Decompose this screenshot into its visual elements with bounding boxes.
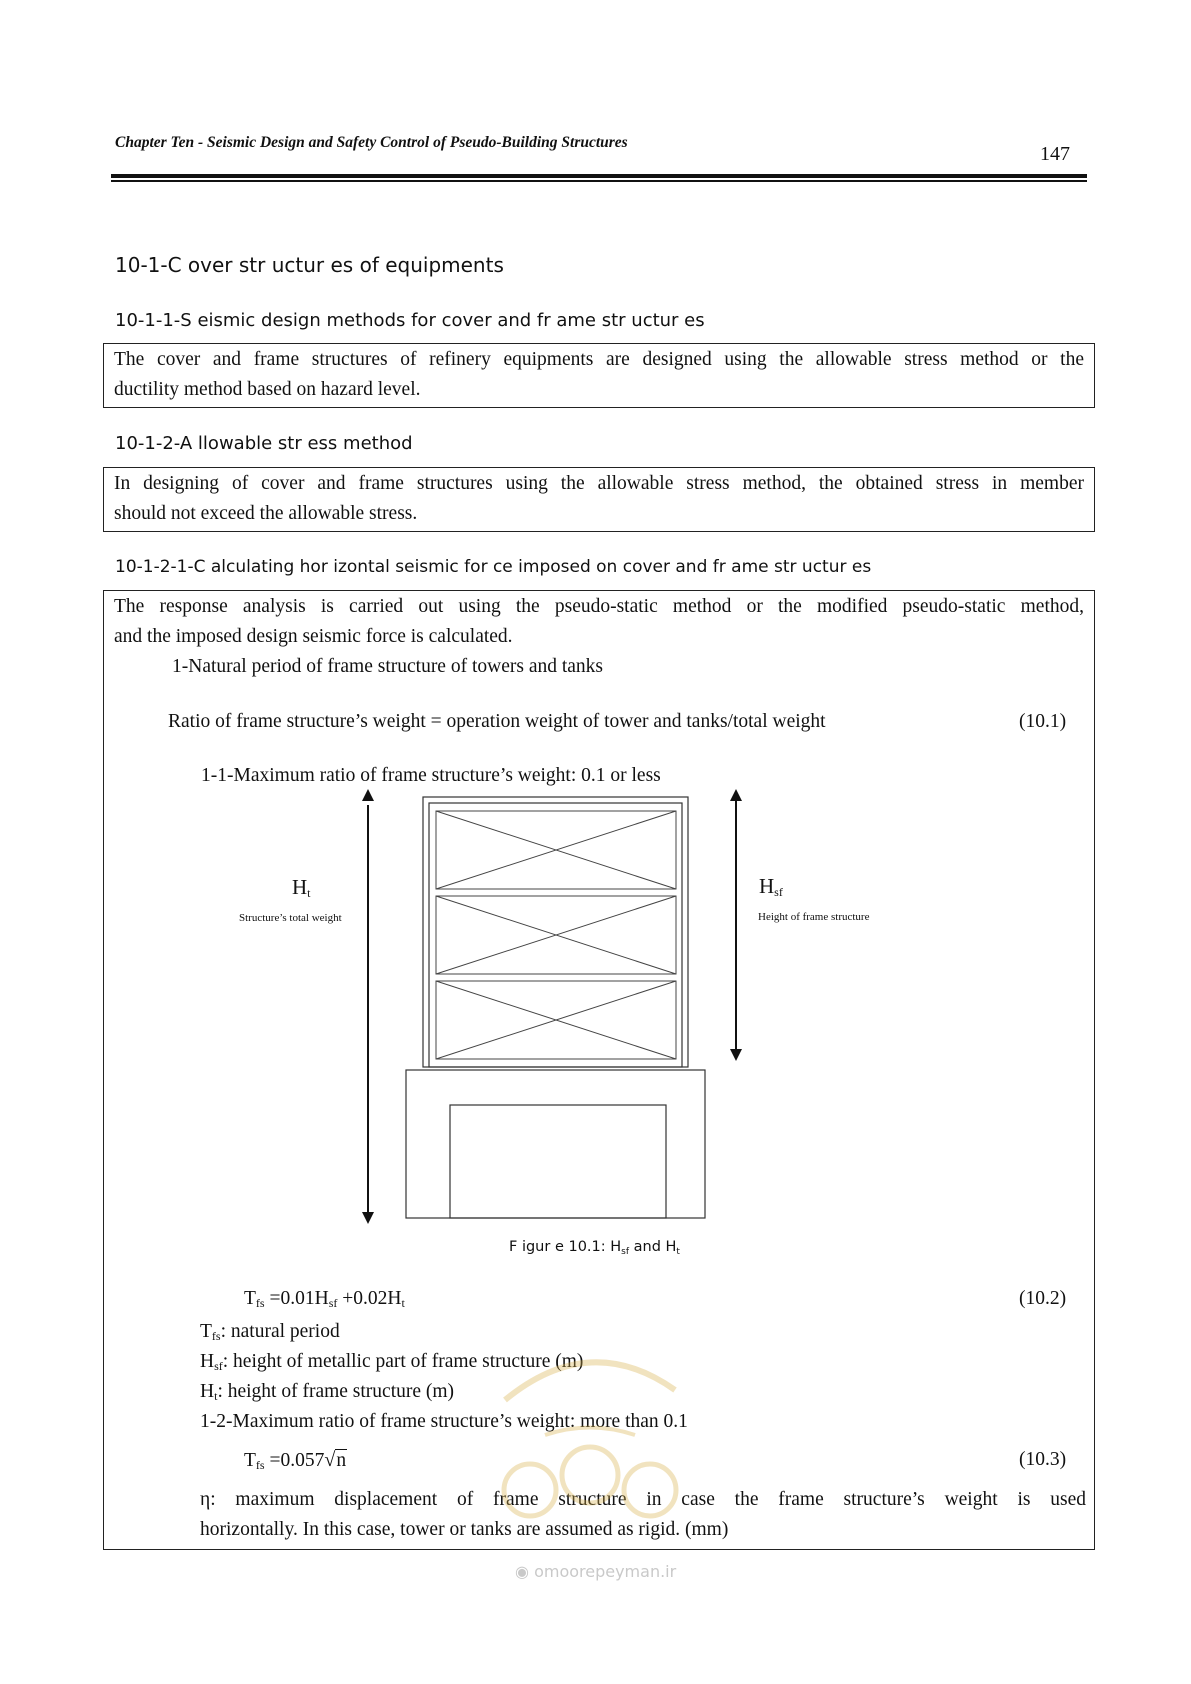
definition-hsf: $H_{sf}$: height of metallic part of frame structure (m) bbox=[200, 1351, 584, 1373]
section-heading-10-1-2-1: 10-1-2-1-C alculating hor izontal seismic for ce imposed on cover and fr ame str uctur es bbox=[115, 557, 872, 577]
item-1: 1-Natural period of frame structure of towers and tanks bbox=[172, 656, 604, 677]
hsf-arrow-up bbox=[730, 789, 742, 801]
hsf-arrow-down bbox=[730, 1049, 742, 1061]
header-rule-thick bbox=[111, 174, 1087, 178]
ht-caption: Structure’s total weight bbox=[239, 912, 342, 924]
paragraph-line: The cover and frame structures of refinery equipments are designed using the allowable stress method or the bbox=[114, 349, 1084, 370]
definition-tfs: $T_{fs}$: natural period bbox=[200, 1321, 340, 1343]
text-box-10-1-2 bbox=[103, 467, 1095, 532]
base-block bbox=[406, 1070, 705, 1218]
equation-number: (10.2) bbox=[1019, 1288, 1067, 1309]
paragraph-line: In designing of cover and frame structures using the allowable stress method, the obtained stress in member bbox=[114, 473, 1084, 494]
equation-number: (10.1) bbox=[1019, 711, 1067, 732]
equation-10-1-text: Ratio of frame structure’s weight = operation weight of tower and tanks/total weight bbox=[168, 711, 826, 732]
definition-ht: $H_t$: height of frame structure (m) bbox=[200, 1381, 455, 1403]
item-1-1: 1-1-Maximum ratio of frame structure’s weight: 0.1 or less bbox=[201, 765, 661, 786]
hsf-label: $H_{sf}$ bbox=[759, 874, 783, 899]
ht-arrow-up bbox=[362, 789, 374, 801]
paragraph-line: and the imposed design seismic force is calculated. bbox=[114, 626, 513, 647]
paragraph-line: ductility method based on hazard level. bbox=[114, 379, 421, 400]
equation-number: (10.3) bbox=[1019, 1449, 1067, 1470]
paragraph-line: should not exceed the allowable stress. bbox=[114, 503, 418, 524]
page-number: 147 bbox=[1040, 143, 1070, 165]
watermark-site: ◉ omoorepeyman.ir bbox=[515, 1562, 677, 1581]
ht-arrow-down bbox=[362, 1212, 374, 1224]
sqrt-sign: √ bbox=[324, 1449, 336, 1471]
item-1-2: 1-2-Maximum ratio of frame structure’s weight: more than 0.1 bbox=[200, 1411, 688, 1432]
at-icon: ◉ bbox=[515, 1562, 529, 1581]
paragraph-line: The response analysis is carried out using the pseudo-static method or the modified pseudo-static method, bbox=[114, 596, 1084, 617]
figure-10-1-diagram bbox=[104, 591, 1094, 1291]
paragraph-line: η: maximum displacement of frame structure in case the frame structure’s weight is used bbox=[200, 1489, 1086, 1510]
section-heading-10-1-1: 10-1-1-S eismic design methods for cover and fr ame str uctur es bbox=[115, 310, 705, 331]
section-heading-10-1: 10-1-C over str uctur es of equipments bbox=[115, 253, 504, 277]
figure-caption: F igur e 10.1: $H_{sf}$ and $H_t$ bbox=[509, 1239, 680, 1257]
hsf-caption: Height of frame structure bbox=[758, 911, 870, 923]
ht-label: $H_t$ bbox=[292, 875, 311, 900]
paragraph-line: horizontally. In this case, tower or tanks are assumed as rigid. (mm) bbox=[200, 1519, 729, 1540]
section-heading-10-1-2: 10-1-2-A llowable str ess method bbox=[115, 433, 413, 454]
equation-10-3: $T_{fs} =0.057√n$ bbox=[244, 1449, 347, 1472]
frame-outer bbox=[423, 797, 688, 1067]
equation-10-2: $T_{fs} =0.01H_{sf} +0.02H_t$ bbox=[244, 1288, 405, 1310]
header-rule-thin bbox=[111, 180, 1087, 182]
base-opening bbox=[450, 1105, 666, 1218]
braced-panels bbox=[436, 811, 676, 1059]
text-box-10-1-1 bbox=[103, 343, 1095, 408]
watermark-seal-logo bbox=[485, 1340, 695, 1520]
running-header-title: Chapter Ten - Seismic Design and Safety Control of Pseudo-Building Structures bbox=[115, 134, 628, 151]
